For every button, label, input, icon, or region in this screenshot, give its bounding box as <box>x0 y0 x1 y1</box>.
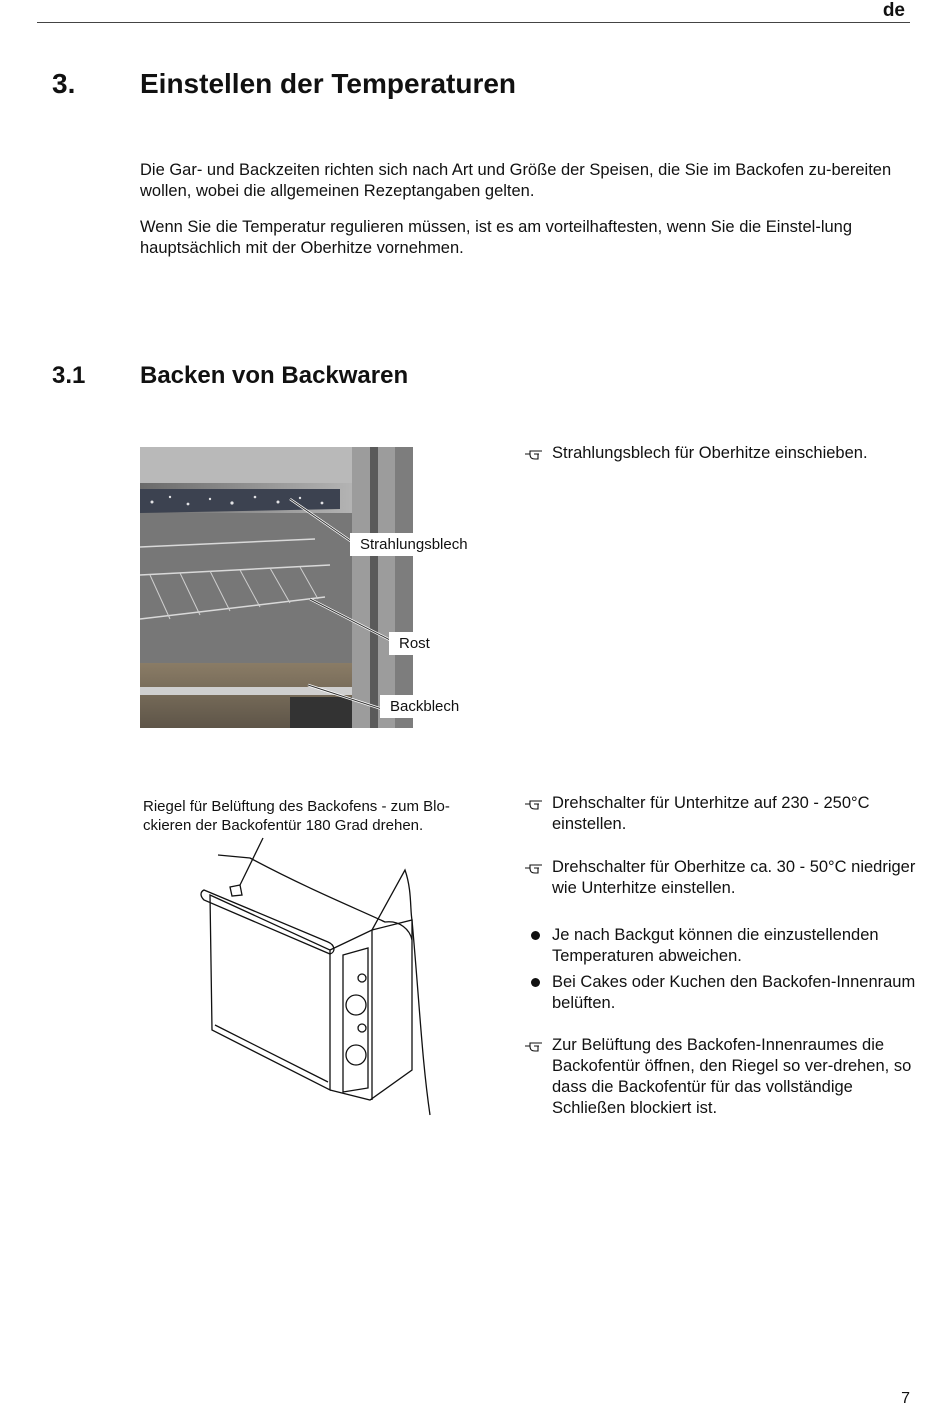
section-title: Einstellen der Temperaturen <box>140 68 517 99</box>
label-rost: Rost <box>389 632 440 655</box>
intro-paragraph-2: Wenn Sie die Temperatur regulieren müssen, ist es am vorteilhaftesten, wenn Sie die Einstel-lung hauptsächlich mit der Oberhitze vornehmen. <box>140 218 853 257</box>
oven-door-drawing <box>190 830 440 1120</box>
bullet-icon <box>531 978 540 987</box>
callout-leader-lines <box>140 447 500 737</box>
instruction-text: Drehschalter für Oberhitze ca. 30 - 50°C niedriger wie Unterhitze einstellen. <box>552 858 916 897</box>
instruction-text: Drehschalter für Unterhitze auf 230 - 250°C einstellen. <box>552 794 870 833</box>
instruction-text: Strahlungsblech für Oberhitze einschieben. <box>552 444 868 462</box>
header-rule <box>37 22 910 23</box>
bullet-icon <box>531 931 540 940</box>
pointing-hand-icon <box>524 1038 544 1052</box>
subsection-title: Backen von Backwaren <box>140 362 409 389</box>
language-code: de <box>882 0 905 21</box>
pointing-hand-icon <box>524 446 544 460</box>
drawing-caption: Riegel für Belüftung des Backofens - zum Blo-ckieren der Backofentür 180 Grad drehen. <box>143 798 450 834</box>
instruction-text: Zur Belüftung des Backofen-Innenraumes die Backofentür öffnen, den Riegel so ver-drehen, so dass die Backofentür für das vollständige Schließen blockiert ist. <box>552 1036 912 1117</box>
section-number: 3. <box>52 68 76 99</box>
page-number: 7 <box>901 1390 910 1407</box>
label-backblech: Backblech <box>380 695 469 718</box>
label-strahlungsblech: Strahlungsblech <box>350 533 478 556</box>
note-text: Je nach Backgut können die einzustellenden Temperaturen abweichen. <box>552 926 879 965</box>
subsection-number: 3.1 <box>52 362 86 389</box>
pointing-hand-icon <box>524 860 544 874</box>
intro-paragraph-1: Die Gar- und Backzeiten richten sich nach Art und Größe der Speisen, die Sie im Backofen zu-bereiten wollen, wobei die allgemeinen Rezeptangaben gelten. <box>140 161 892 200</box>
pointing-hand-icon <box>524 796 544 810</box>
note-text: Bei Cakes oder Kuchen den Backofen-Innenraum belüften. <box>552 973 916 1012</box>
